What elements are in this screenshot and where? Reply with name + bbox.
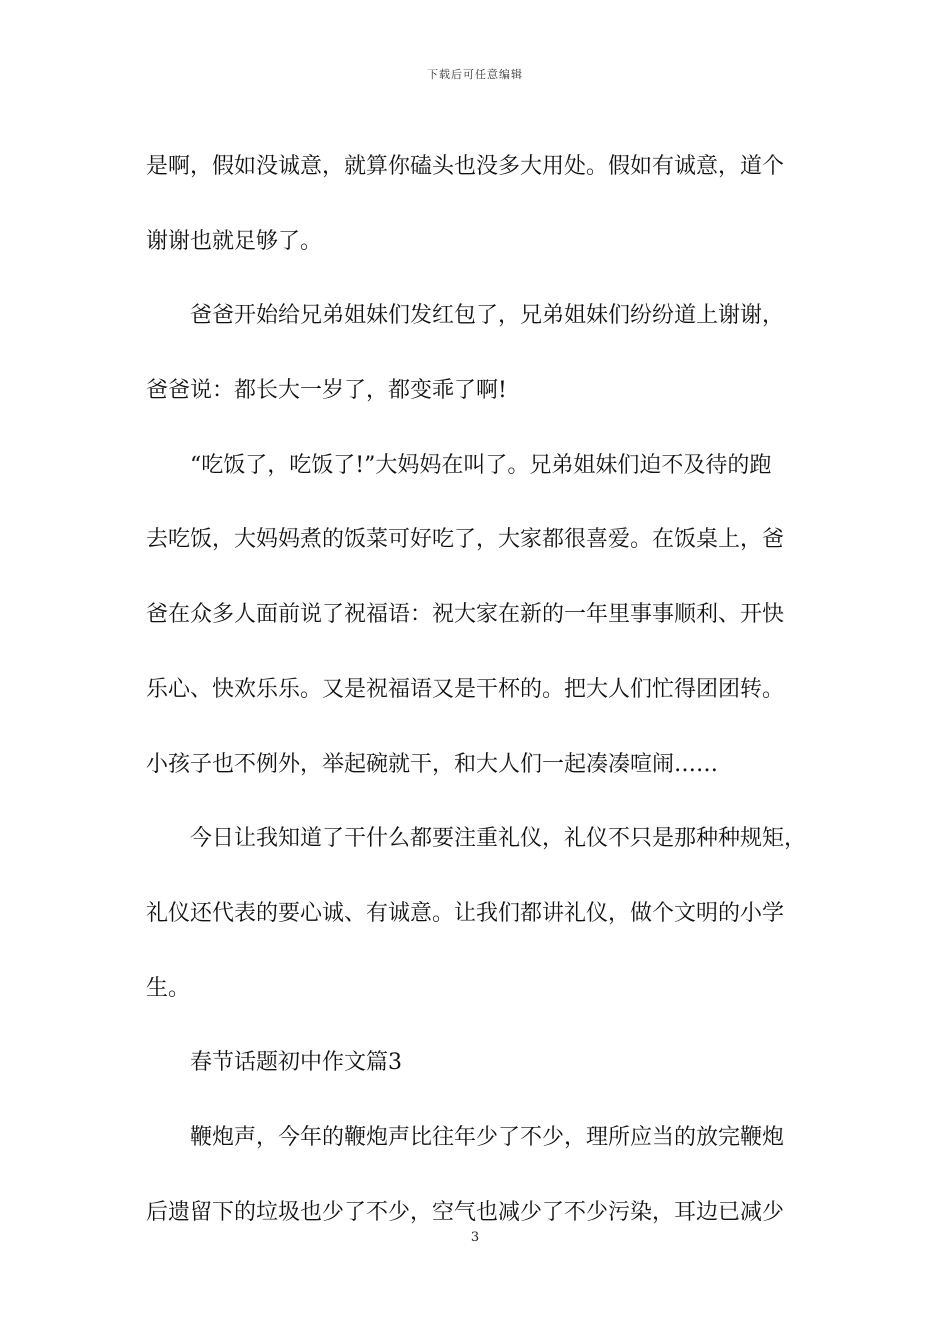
paragraph-start: 鞭炮声，今年的鞭炮声比往年少了不少，理所应当的放完鞭炮	[190, 1124, 785, 1150]
text-line: 谢谢也就足够了。	[146, 228, 323, 254]
text-line: 爸爸说：都长大一岁了，都变乖了啊!	[146, 378, 507, 404]
paragraph-start: “吃饭了，吃饭了!”大妈妈在叫了。兄弟姐妹们迫不及待的跑	[190, 452, 772, 478]
text-line: 生。	[146, 975, 191, 1001]
body-text	[146, 130, 806, 1250]
section-title: 春节话题初中作文篇3	[190, 1050, 402, 1076]
text-line: 乐心、快欢乐乐。又是祝福语又是干杯的。把大人们忙得团团转。	[146, 676, 785, 702]
paragraph-start: 今日让我知道了干什么都要注重礼仪，礼仪不只是那种种规矩，	[190, 826, 807, 852]
text-line: 小孩子也不例外，举起碗就干，和大人们一起凑凑喧闹……	[146, 751, 719, 777]
paragraph-start: 爸爸开始给兄弟姐妹们发红包了，兄弟姐妹们纷纷道上谢谢，	[190, 303, 785, 329]
text-line: 礼仪还代表的要心诚、有诚意。让我们都讲礼仪，做个文明的小学	[146, 900, 785, 926]
text-line: 爸在众多人面前说了祝福语：祝大家在新的一年里事事顺利、开快	[146, 602, 785, 628]
text-line: 去吃饭，大妈妈煮的饭菜可好吃了，大家都很喜爱。在饭桌上，爸	[146, 527, 785, 553]
header-note: 下载后可任意编辑	[427, 68, 523, 81]
page-number: 3	[470, 1230, 480, 1245]
text-line: 后遗留下的垃圾也少了不少，空气也减少了不少污染，耳边已减少	[146, 1199, 785, 1225]
text-line: 是啊，假如没诚意，就算你磕头也没多大用处。假如有诚意，道个	[146, 154, 785, 179]
